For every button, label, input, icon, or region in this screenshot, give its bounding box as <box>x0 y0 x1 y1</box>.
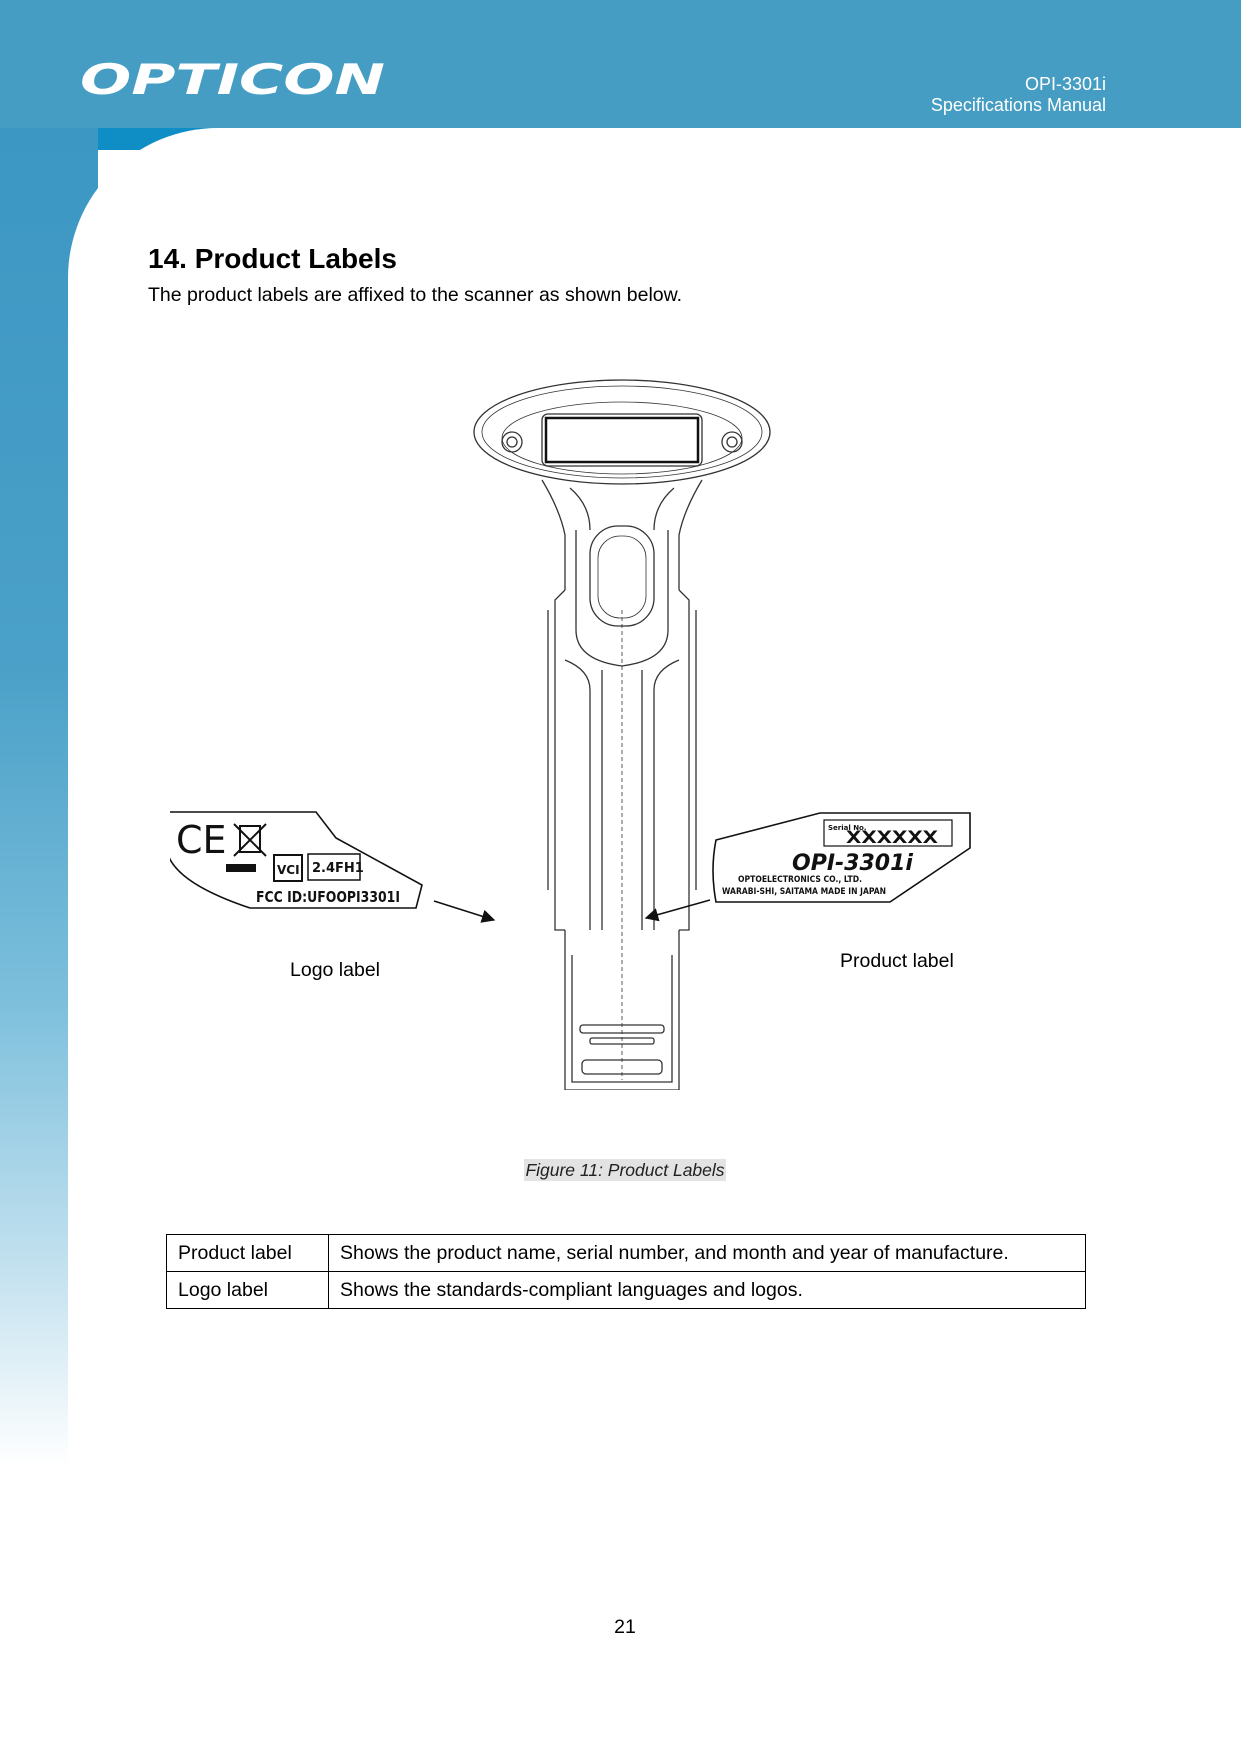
svg-text:VCI: VCI <box>277 863 300 877</box>
logo-label <box>170 812 422 908</box>
figure-caption <box>0 1160 1241 1181</box>
opticon-logo <box>80 58 390 100</box>
product-model: OPI-3301i <box>792 851 913 876</box>
serial-value: XXXXXX <box>846 828 940 848</box>
section-heading: 14. Product Labels <box>148 243 397 274</box>
section-intro: The product labels are affixed to the scanner as shown below. <box>148 284 683 306</box>
table-row <box>167 1235 1086 1272</box>
table-row <box>167 1272 1086 1309</box>
header-doc-title: Specifications Manual <box>930 95 1106 115</box>
page-number: 21 <box>614 1616 636 1638</box>
table-cell-description: Shows the standards-compliant languages and logos. <box>329 1272 1086 1309</box>
logo-label-arrow <box>434 901 494 920</box>
product-labels-figure <box>170 370 1090 1090</box>
product-origin: WARABI-SHI, SAITAMA MADE IN JAPAN <box>722 887 886 897</box>
product-label <box>713 813 970 902</box>
serial-heading: Serial No. <box>828 824 867 832</box>
table-cell-description: Shows the product name, serial number, and month and year of manufacture. <box>329 1235 1086 1272</box>
figure-caption-text: Figure 11: Product Labels <box>525 1160 725 1180</box>
freq-code: 2.4FH1 <box>312 861 364 876</box>
label-description-table <box>166 1234 1086 1309</box>
header-model: OPI-3301i <box>1024 74 1106 94</box>
table-cell-label: Product label <box>167 1235 329 1272</box>
label-bar-mark <box>226 864 256 872</box>
ce-mark: CE <box>176 818 227 862</box>
header-doc-info <box>931 74 1106 116</box>
scanner-drawing <box>474 380 770 1090</box>
product-label-caption: Product label <box>840 950 954 972</box>
table-cell-label: Logo label <box>167 1272 329 1309</box>
fcc-id: FCC ID:UFOOPI3301I <box>256 888 400 906</box>
logo-label-caption: Logo label <box>290 959 380 981</box>
product-label-arrow <box>646 900 710 918</box>
product-maker: OPTOELECTRONICS CO., LTD. <box>738 875 862 885</box>
svg-text:OPTICON: OPTICON <box>80 58 385 100</box>
